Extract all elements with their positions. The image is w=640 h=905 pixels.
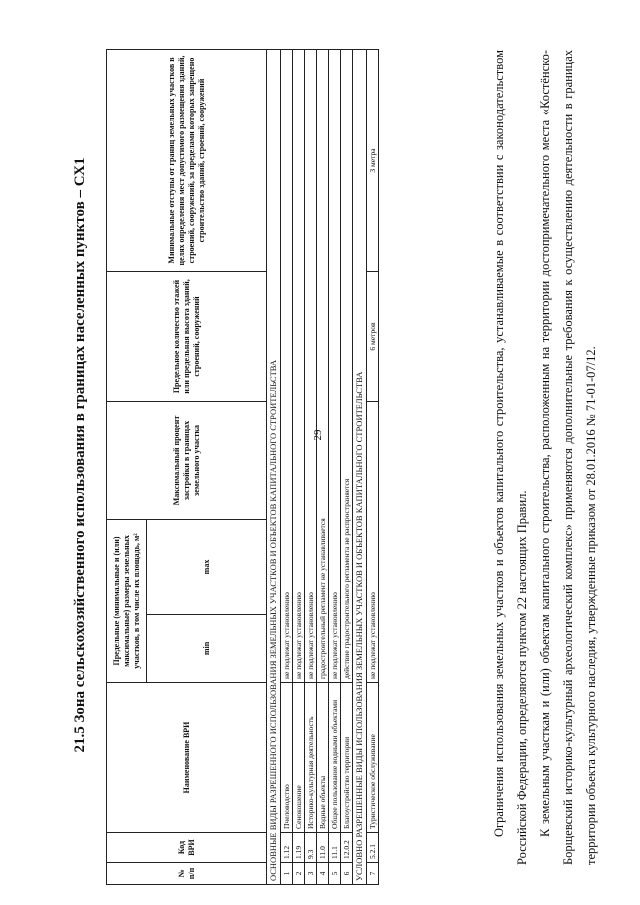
rotated-page [70,25,610,885]
header-code: Код ВРИ [107,833,267,863]
header-num: № п/п [107,863,267,885]
page-title: 21.5 Зона сельскохозяйственного использования в границах населенных пунктов – СХ1 [72,157,88,753]
section-row: ОСНОВНЫЕ ВИДЫ РАЗРЕШЕННОГО ИСПОЛЬЗОВАНИЯ ЗЕМЕЛЬНЫХ УЧАСТКОВ И ОБЪЕКТОВ КАПИТАЛЬНОГО СТРОИТЕЛЬСТВА [267,50,281,885]
table-row: 7 5.2.1 Туристическое обслуживание не подлежат установлению 6 метров 3 метра [367,50,379,885]
paragraph-heritage: К земельным участкам и (или) объектам капитального строительства, расположенным на территории достопримечательного места «Костёнско-Борщевский историко-культурный археологический комплекс» применяются дополнительные требования к осуществлению деятельности в границах территории объекта культурного наследия, утвержденные приказом от 28.01.2016 № 71-01-07/12. [538,50,598,865]
header-floors: Предельное количество этажей или предельная высота зданий, строений, сооружений [107,272,267,402]
table-row: 5 11.1 Общее пользование водными объектами не подлежат установлению [329,50,341,885]
header-name: Наименование ВРИ [107,683,267,833]
header-setback: Минимальные отступы от границ земельных участков в целях определения мест допустимого размещения зданий, строений, сооружений, за пределами которых запрещено строительство зданий, строений, сооружений [107,50,267,272]
header-percent: Максимальный процент застройки в границах земельного участка [107,402,267,520]
table-row: 2 1.19 Сенокошение не подлежат установлению [293,50,305,885]
table-row: 6 12.0.2 Благоустройство территории действие градостроительного регламента не распространяется [341,50,353,885]
paragraph-restrictions: Ограничения использования земельных участков и объектов капитального строительства, устанавливаемые в соответствии с законодательством Российской Федерации, определяются пунктом 22 настоящих Правил. [492,50,529,865]
page-number: 29 [312,429,324,441]
header-max: max [147,520,267,615]
header-size: Предельные (минимальные и (или) максимальные) размеры земельных участков, в том числе их площадь, м² [107,520,147,683]
table-row: 4 11.0 Водные объекты градостроительный регламент не устанавливается [317,50,329,885]
header-min: min [147,615,267,683]
table-row: 1 1.12 Пчеловодство не подлежат установлению [281,50,293,885]
table-row: 3 9.3 Историко-культурная деятельность не подлежат установлению [305,50,317,885]
regulation-table [106,49,379,885]
section-row: УСЛОВНО РАЗРЕШЕННЫЕ ВИДЫ ИСПОЛЬЗОВАНИЯ ЗЕМЕЛЬНЫХ УЧАСТКОВ И ОБЪЕКТОВ КАПИТАЛЬНОГО СТРОИТЕЛЬСТВА [353,50,367,885]
